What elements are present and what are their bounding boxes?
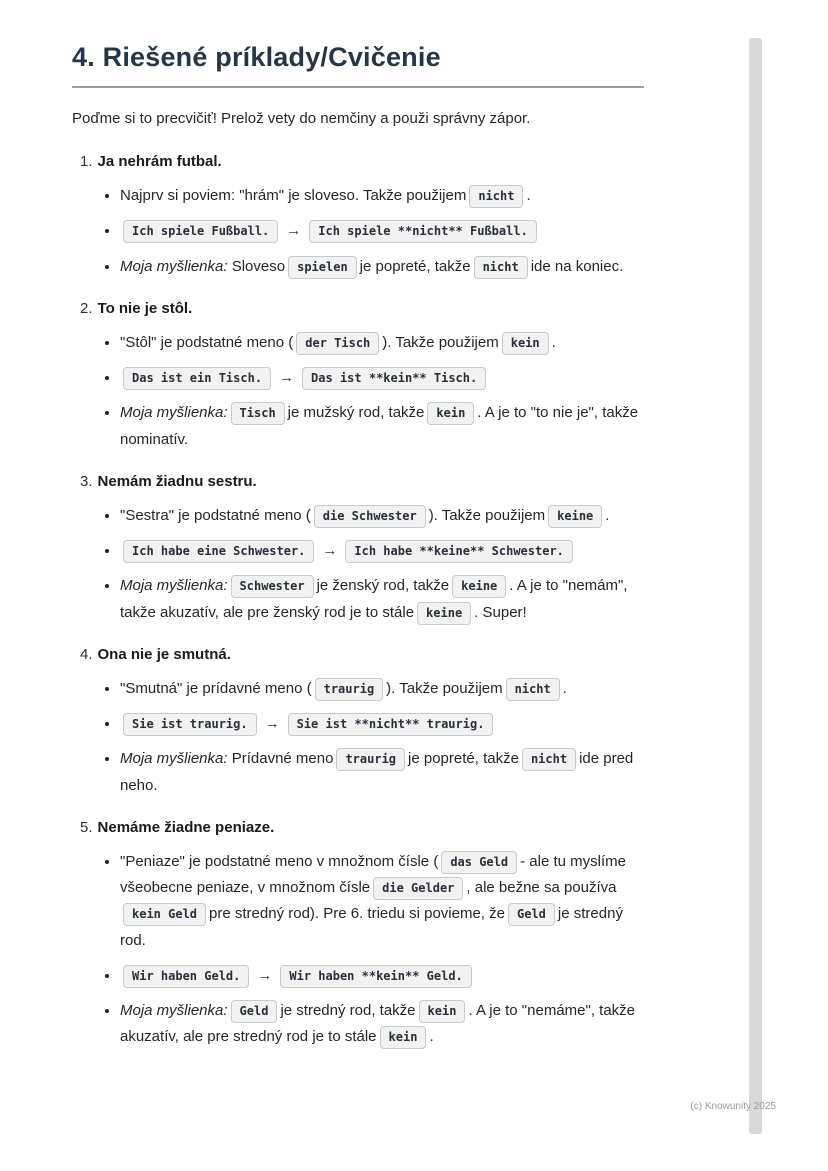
italic-label: Moja myšlienka: <box>120 257 228 275</box>
code-chip: die Gelder <box>373 877 463 900</box>
text-run: je mužský rod, takže <box>287 404 425 422</box>
exercise-heading <box>80 646 644 663</box>
bullet-list <box>72 183 644 280</box>
code-chip: Ich habe eine Schwester. <box>123 540 314 563</box>
code-chip: kein Geld <box>123 903 206 926</box>
code-chip: Das ist **kein** Tisch. <box>302 367 486 390</box>
bullet-item <box>120 400 644 453</box>
italic-label: Moja myšlienka: <box>120 577 228 595</box>
text-run: . <box>605 506 610 524</box>
text-run: je popreté, takže <box>359 257 471 275</box>
text-run: ). Takže použijem <box>428 506 546 524</box>
exercise-number: 5. <box>80 818 93 836</box>
code-chip: kein <box>419 1000 466 1023</box>
exercise-heading <box>80 153 644 170</box>
bullet-item <box>120 183 644 209</box>
code-chip: kein <box>427 402 474 425</box>
bullet-item <box>120 963 644 989</box>
bullet-item <box>120 676 644 702</box>
text-run: "Peniaze" je podstatné meno v množnom čísle ( <box>120 852 439 870</box>
text-run: . Super! <box>474 603 527 621</box>
document-content <box>72 42 644 1071</box>
bullet-item <box>120 365 644 391</box>
code-chip: spielen <box>288 256 357 279</box>
code-chip: Tisch <box>231 402 285 425</box>
code-chip: nicht <box>474 256 528 279</box>
bullet-list <box>72 503 644 626</box>
code-chip: keine <box>548 505 602 528</box>
arrow-icon: → <box>264 715 280 732</box>
intro-text: Poďme si to precvičiť! Prelož vety do nemčiny a použi správny zápor. <box>72 110 531 127</box>
text-run: "Sestra" je podstatné meno ( <box>120 506 311 524</box>
text-run: Prídavné meno <box>227 750 334 768</box>
bullet-list <box>72 676 644 799</box>
bullet-item <box>120 538 644 564</box>
text-run: . <box>526 187 531 204</box>
exercise-item <box>72 300 644 453</box>
code-chip: kein <box>380 1026 427 1049</box>
text-run: - ale tu myslíme všeobecne peniaze, v množnom čísle <box>120 852 626 896</box>
text-run: . A je to "nemám", takže akuzatív, ale pre ženský rod je to stále <box>120 577 628 621</box>
text-run: . A je to "nemáme", takže akuzatív, ale pre stredný rod je to stále <box>120 1002 636 1046</box>
exercise-item <box>72 646 644 799</box>
code-chip: Ich spiele **nicht** Fußball. <box>309 220 537 243</box>
code-chip: kein <box>502 332 549 355</box>
code-chip: Ich habe **keine** Schwester. <box>345 540 573 563</box>
exercise-list <box>72 153 644 1051</box>
footer-credit: (c) Knowunity 2025 <box>690 1101 776 1112</box>
bullet-item <box>120 573 644 626</box>
text-run: "Smutná" je prídavné meno ( <box>120 679 312 697</box>
code-chip: Geld <box>231 1000 278 1023</box>
text-run: , ale bežne sa používa <box>466 879 617 896</box>
text-run: . <box>562 679 567 697</box>
exercise-number: 2. <box>80 299 93 317</box>
exercise-heading <box>80 819 644 836</box>
text-run: ). Takže použijem <box>382 333 499 351</box>
text-run: Sloveso <box>227 257 286 275</box>
scrollbar-track[interactable] <box>749 38 762 1134</box>
arrow-icon: → <box>286 222 302 240</box>
exercise-item <box>72 473 644 626</box>
code-chip: Ich spiele Fußball. <box>123 220 278 243</box>
code-chip: nicht <box>506 678 560 701</box>
code-chip: der Tisch <box>296 332 379 355</box>
exercise-title: To nie je stôl. <box>97 299 193 317</box>
italic-label: Moja myšlienka: <box>120 404 228 422</box>
text-run: je popreté, takže <box>408 750 519 768</box>
arrow-icon: → <box>322 542 338 559</box>
exercise-item <box>72 153 644 280</box>
exercise-title: Ja nehrám futbal. <box>97 153 222 170</box>
exercise-item <box>72 819 644 1051</box>
code-chip: Schwester <box>231 575 314 598</box>
text-run: . A je to "to nie je", takže nominatív. <box>120 404 639 448</box>
bullet-item <box>120 849 644 954</box>
code-chip: die Schwester <box>314 505 426 528</box>
code-chip: das Geld <box>441 851 517 874</box>
code-chip: traurig <box>315 678 384 701</box>
text-run: "Stôl" je podstatné meno ( <box>120 333 294 351</box>
code-chip: Das ist ein Tisch. <box>123 367 271 390</box>
bullet-item <box>120 503 644 529</box>
exercise-title: Nemám žiadnu sestru. <box>97 472 257 490</box>
text-run: je ženský rod, takže <box>316 577 450 595</box>
page-title: 4. Riešené príklady/Cvičenie <box>72 42 644 88</box>
code-chip: keine <box>417 602 471 625</box>
text-run: . <box>551 333 556 351</box>
bullet-list <box>72 849 644 1051</box>
code-chip: traurig <box>336 748 405 771</box>
exercise-number: 4. <box>80 645 93 663</box>
exercise-number: 1. <box>80 153 93 170</box>
text-run: je stredný rod. <box>120 905 623 949</box>
code-chip: nicht <box>469 185 523 208</box>
bullet-item <box>120 330 644 356</box>
text-run: ). Takže použijem <box>386 679 503 697</box>
code-chip: Geld <box>508 903 555 926</box>
code-chip: Sie ist traurig. <box>123 713 257 736</box>
text-run: je stredný rod, takže <box>280 1002 416 1019</box>
text-run: pre stredný rod). Pre 6. triedu si povieme, že <box>209 905 505 923</box>
exercise-title: Nemáme žiadne peniaze. <box>97 818 275 836</box>
text-run: ide na koniec. <box>530 257 624 275</box>
bullet-item <box>120 254 644 280</box>
arrow-icon: → <box>257 966 273 984</box>
italic-label: Moja myšlienka: <box>120 1002 228 1019</box>
exercise-number: 3. <box>80 472 93 490</box>
text-run: . <box>429 1028 434 1046</box>
exercise-title: Ona nie je smutná. <box>97 645 231 663</box>
text-run: ide pred neho. <box>120 750 634 794</box>
bullet-list <box>72 330 644 453</box>
italic-label: Moja myšlienka: <box>120 750 228 768</box>
text-run: Najprv si poviem: "hrám" je sloveso. Takže použijem <box>120 187 467 204</box>
bullet-item <box>120 746 644 799</box>
code-chip: Sie ist **nicht** traurig. <box>288 713 494 736</box>
code-chip: Wir haben Geld. <box>123 965 249 988</box>
bullet-item <box>120 998 644 1051</box>
bullet-item <box>120 218 644 244</box>
arrow-icon: → <box>279 369 295 386</box>
exercise-heading <box>80 300 644 317</box>
exercise-heading <box>80 473 644 490</box>
code-chip: Wir haben **kein** Geld. <box>280 965 471 988</box>
code-chip: keine <box>452 575 506 598</box>
bullet-item <box>120 711 644 737</box>
code-chip: nicht <box>522 748 576 771</box>
